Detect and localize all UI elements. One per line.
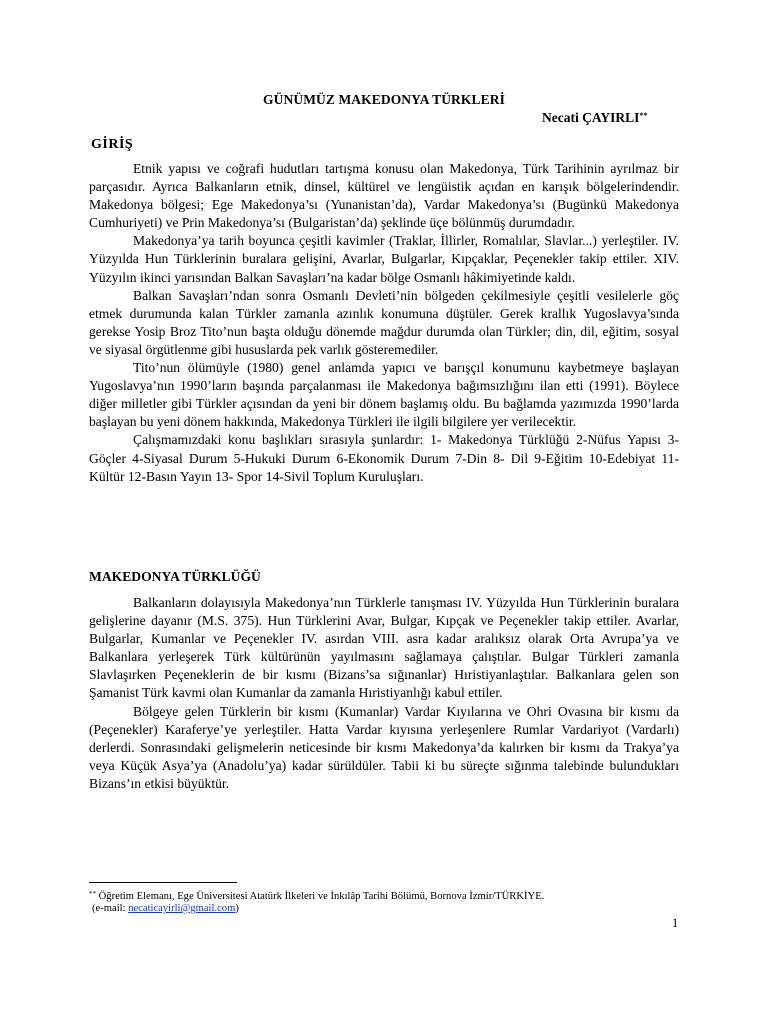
- intro-body: [89, 160, 679, 486]
- footnote-mark: **: [89, 890, 96, 898]
- footnote-separator: [89, 882, 237, 883]
- intro-heading: GİRİŞ: [91, 137, 134, 152]
- author-line: [542, 110, 647, 126]
- section-heading: MAKEDONYA TÜRKLÜĞÜ: [89, 569, 261, 584]
- page-number: 1: [672, 916, 679, 930]
- intro-paragraph: Etnik yapısı ve coğrafi hudutları tartışma konusu olan Makedonya, Türk Tarihinin ayrılmaz bir parçasıdır. Ayrıca Balkanların etnik, dinsel, kültürel ve lengüistik açıdan en karışık bölgelerindendir. Makedonya bölgesi; Ege Makedonya’sı (Yunanistan’da), Vardar Makedonya’sı (Bugünkü Makedonya Cumhuriyeti) ve Prin Makedonya’sı (Bulgaristan’da) şeklinde üçe bölünmüş durumdadır.: [89, 161, 679, 231]
- section-paragraph: Bölgeye gelen Türklerin bir kısmı (Kumanlar) Vardar Kıyılarına ve Ohri Ovasına bir kısmı da (Peçenekler) Karaferye’ye yerleştiler. Hatta Vardar kıyısına yerleşenlere Rumlar Vardariyot (Vardarlı) derlerdi. Sonrasındaki gelişmelerin neticesinde bir kısmı Makedonya’da kalırken bir kısmı da Trakya’ya veya Küçük Asya’ya (Anadolu’ya) kadar sürüldüler. Tabii ki bu süreçte sığınma talebinde bulundukları Bizans’ın etkisi büyüktür.: [89, 703, 679, 791]
- email-link[interactable]: necaticayirli@gmail.com: [128, 903, 236, 914]
- section-body: [89, 594, 679, 793]
- footnote-email-line: [92, 902, 692, 916]
- author-name: Necati ÇAYIRLI: [542, 110, 640, 125]
- section-paragraph: Balkanların dolayısıyla Makedonya’nın Türklerle tanışması IV. Yüzyılda Hun Türklerinin buralara gelişlerine dayanır (M.S. 375). Hun Türklerini Avar, Bulgar, Kıpçak ve Peçenekler takip ettiler. Avarlar, Bulgarlar, Kumanlar ve Peçenekler IV. asırdan VIII. asra kadar aralıksız olarak Orta Avrupa’ya ve Balkanlara yerleşerek Türk kültürünün yayılmasını sağlamaya çalıştılar. Bulgar Türkleri zamanla Slavlaşırken Peçeneklerin de bir kısmı (Bizans’sa sığınanlar) Hıristiyanlaştılar. Balkanlara gelen son Şamanist Türk kavmi olan Kumanlar da zamanla Hıristiyanlığı kabul ettiler.: [89, 595, 679, 701]
- intro-paragraph: Tito’nun ölümüyle (1980) genel anlamda yapıcı ve barışçıl konumunu kaybetmeye başlayan Yugoslavya’nın 1990’ların başında parçalanması ile Makedonya bağımsızlığını ilan etti (1991). Böylece diğer milletler gibi Türkler açısından da yeni bir dönem başlamış oldu. Bu bağlamda yazımızda 1990’larda başlayan bu yeni dönem hakkında, Makedonya Türkleri ile ilgili bilgilere yer verilecektir.: [89, 360, 679, 430]
- footnote-text: Öğretim Elemanı, Ege Üniversitesi Atatürk İlkeleri ve İnkılâp Tarihi Bölümü, Bornova İzmir/TÜRKİYE.: [96, 891, 545, 902]
- intro-paragraph: Balkan Savaşları’ndan sonra Osmanlı Devleti’nin bölgeden çekilmesiyle çeşitli vesilelerle göç etmek durumunda kalan Türkler zamanla azınlık konumuna düştüler. Gerek krallık Yugoslavya’sında gerekse Yosip Broz Tito’nun başta olduğu dönemde mağdur durumda olan Türkler; din, dil, eğitim, sosyal ve siyasal örgütlenme gibi hususlarda pek varlık gösteremediler.: [89, 287, 679, 357]
- author-footnote-mark[interactable]: **: [639, 111, 648, 120]
- document-title: GÜNÜMÜZ MAKEDONYA TÜRKLERİ: [263, 92, 505, 107]
- intro-paragraph: Makedonya’ya tarih boyunca çeşitli kavimler (Traklar, İllirler, Romalılar, Slavlar...) yerleştiler. IV. Yüzyılda Hun Türklerinin buralara gelişini, Avarlar, Bulgarlar, Kıpçaklar, Peçenekler takip ettiler. XIV. Yüzyılın ikinci yarısından Balkan Savaşları’na kadar bölge Osmanlı hâkimiyetinde kaldı.: [89, 233, 679, 285]
- email-suffix: ): [235, 903, 239, 914]
- email-prefix: (e-mail:: [92, 903, 129, 914]
- intro-paragraph: Çalışmamızdaki konu başlıkları sırasıyla şunlardır: 1- Makedonya Türklüğü 2-Nüfus Yapısı 3-Göçler 4-Siyasal Durum 5-Hukuki Durum 6-Ekonomik Durum 7-Din 8- Dil 9-Eğitim 10-Edebiyat 11-Kültür 12-Basın Yayın 13- Spor 14-Sivil Toplum Kuruluşları.: [89, 432, 679, 484]
